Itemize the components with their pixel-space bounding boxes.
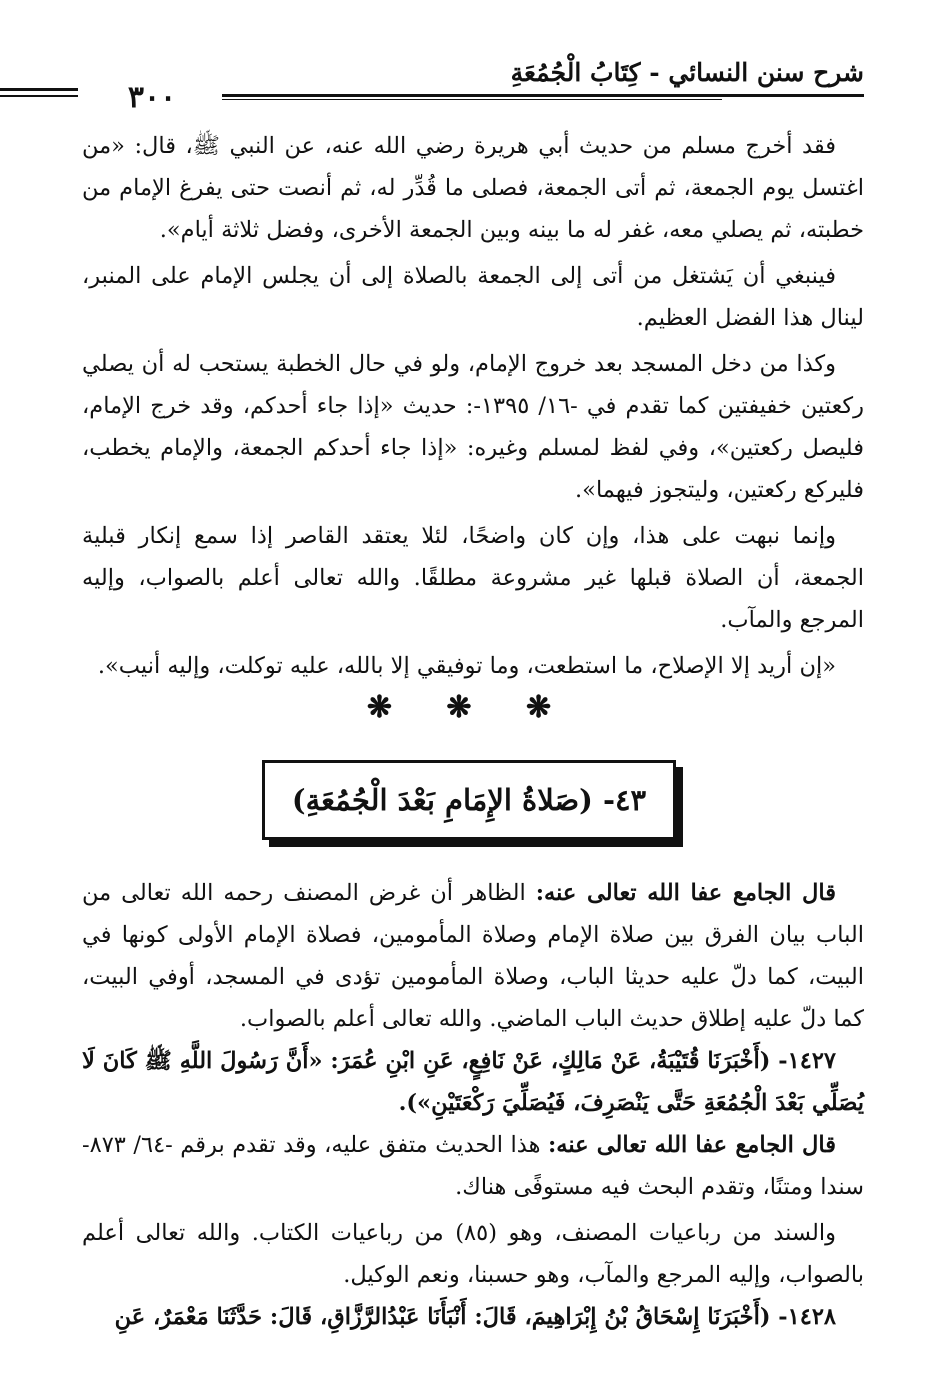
chapter-title: ٤٣- (صَلاةُ الإِمَامِ بَعْدَ الْجُمُعَةِ): [291, 783, 647, 817]
paragraph-8: والسند من رباعيات المصنف، وهو (٨٥) من رباعيات الكتاب. والله تعالى أعلم بالصواب، وإليه المرجع والمآب، وهو حسبنا، ونعم الوكيل.: [82, 1220, 864, 1288]
paragraph-1: فقد أخرج مسلم من حديث أبي هريرة رضي الله عنه، عن النبي ﷺ، قال: «من اغتسل يوم الجمعة، ثم أتى الجمعة، فصلى ما قُدِّر له، ثم أنصت حتى يفرغ الإمام من خطبته، ثم يصلي معه، غفر له ما بينه وبين الجمعة الأخرى، وفضل ثلاثة أيام».: [82, 133, 864, 243]
paragraph-7-body: هذا الحديث متفق عليه، وقد تقدم برقم -٦٤/ ٨٧٣- سندا ومتنًا، وتقدم البحث فيه مستوفًى هناك.: [82, 1132, 864, 1200]
hadith-1428: ١٤٢٨- (أَخْبَرَنَا إِسْحَاقُ بْنُ إِبْرَاهِيمَ، قَالَ: أَنْبَأَنَا عَبْدُالرَّزَّاقِ، قَالَ: حَدَّثَنَا مَعْمَرٌ، عَنِ: [114, 1304, 836, 1330]
paragraph-2: فينبغي أن يَشتغل من أتى إلى الجمعة بالصلاة إلى أن يجلس الإمام على المنبر، لينال هذا الفضل العظيم.: [82, 263, 864, 331]
page-number: ٣٠٠: [82, 78, 222, 118]
hadith-1427: ١٤٢٧- (أَخْبَرَنَا قُتَيْبَةُ، عَنْ مَالِكٍ، عَنْ نَافِعٍ، عَنِ ابْنِ عُمَرَ: «أَنَّ رَسُولَ اللَّهِ ﷺ كَانَ لَا يُصَلِّي بَعْدَ الْجُمُعَةِ حَتَّى يَنْصَرِفَ، فَيُصَلِّيَ رَكْعَتَيْنِ»).: [82, 1048, 864, 1116]
paragraph-5: «إن أريد إلا الإصلاح، ما استطعت، وما توفيقي إلا بالله، عليه توكلت، وإليه أنيب».: [97, 653, 836, 679]
paragraph-7: [82, 1124, 864, 1208]
bottom-text: [82, 872, 864, 1338]
paragraph-6-body: الظاهر أن غرض المصنف رحمه الله تعالى من الباب بيان الفرق بين صلاة الإمام وصلاة المأمومين، فصلاة الإمام الأولى كونها في البيت، كما دلّ عليه حديثا الباب، وصلاة المأمومين تؤدى في المسجد، أوفي البيت، كما دلّ عليه إطلاق حديث الباب الماضي. والله تعالى أعلم بالصواب.: [82, 880, 864, 1032]
paragraph-3: وكذا من دخل المسجد بعد خروج الإمام، ولو في حال الخطبة يستحب له أن يصلي ركعتين خفيفتين كما تقدم في -١٦/ ١٣٩٥-: حديث «إذا جاء أحدكم، وقد خرج الإمام، فليصل ركعتين»، وفي لفظ لمسلم وغيره: «إذا جاء أحدكم الجمعة، والإمام يخطب، فليركع ركعتين، وليتجوز فيهما».: [82, 351, 865, 503]
jami-label: قال الجامع عفا الله تعالى عنه:: [548, 1132, 837, 1158]
top-text: [82, 125, 864, 687]
chapter-heading-box: [262, 760, 676, 840]
running-header: [82, 52, 864, 115]
section-separator: ❋ ❋ ❋: [366, 690, 574, 725]
paragraph-6: [82, 872, 864, 1040]
paragraph-4: وإنما نبهت على هذا، وإن كان واضحًا، لئلا يعتقد القاصر إذا سمع إنكار قبلية الجمعة، أن الصلاة قبلها غير مشروعة مطلقًا. والله تعالى أعلم بالصواب، وإليه المرجع والمآب.: [82, 523, 864, 633]
jami-label: قال الجامع عفا الله تعالى عنه:: [535, 880, 836, 906]
page-number-rules: [0, 88, 78, 100]
header-title: شرح سنن النسائي - كِتَابُ الْجُمُعَةِ: [510, 58, 864, 87]
